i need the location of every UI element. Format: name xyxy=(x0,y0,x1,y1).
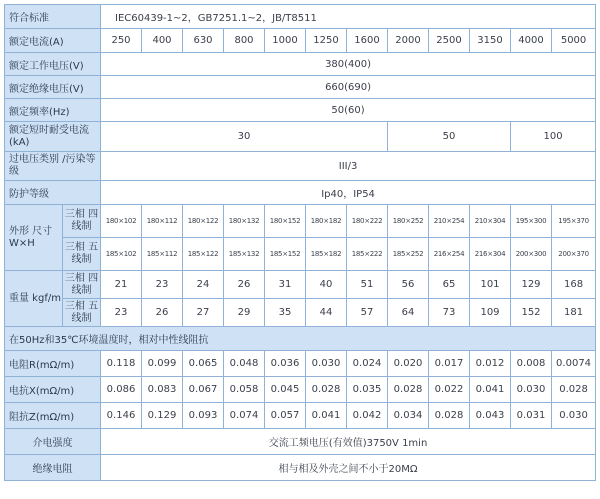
weight-cell: 40 xyxy=(306,271,347,299)
dimensions-four-wire-row xyxy=(5,205,596,238)
weight-cell: 181 xyxy=(552,299,596,327)
dimension-cell: 180×122 xyxy=(183,205,224,238)
dimension-cell: 185×182 xyxy=(306,238,347,271)
resistance-cell: 0.065 xyxy=(183,351,224,377)
weight-cell: 26 xyxy=(142,299,183,327)
short-time-current-cell: 100 xyxy=(511,122,596,152)
rated-current-cell: 250 xyxy=(101,29,142,53)
reactance-cell: 0.067 xyxy=(183,377,224,403)
protection-row xyxy=(5,181,596,205)
insulation-resistance-label: 绝缘电阻 xyxy=(5,455,101,481)
dimension-cell: 216×254 xyxy=(429,238,470,271)
impedance-cell: 0.043 xyxy=(470,403,511,429)
impedance-note: 在50Hz和35℃环境温度时，相对中性线阻抗 xyxy=(5,327,596,351)
dimension-cell: 216×304 xyxy=(470,238,511,271)
resistance-cell: 0.036 xyxy=(265,351,306,377)
rated-current-cell: 2000 xyxy=(388,29,429,53)
rated-current-cell: 4000 xyxy=(511,29,552,53)
protection-value: Ip40，IP54 xyxy=(101,181,596,205)
insulation-resistance-row xyxy=(5,455,596,481)
five-wire-label: 三相 五线制 xyxy=(63,238,101,271)
overvoltage-label: 过电压类别 /污染等级 xyxy=(5,152,101,181)
frequency-row xyxy=(5,99,596,122)
dimension-cell: 185×152 xyxy=(265,238,306,271)
dimensions-five-wire-row xyxy=(5,238,596,271)
impedance-cell: 0.074 xyxy=(224,403,265,429)
rated-current-cell: 800 xyxy=(224,29,265,53)
resistance-label: 电阻R(mΩ/m) xyxy=(5,351,101,377)
weight-cell: 129 xyxy=(511,271,552,299)
weight-four-wire-row xyxy=(5,271,596,299)
reactance-row xyxy=(5,377,596,403)
reactance-label: 电抗X(mΩ/m) xyxy=(5,377,101,403)
impedance-cell: 0.041 xyxy=(306,403,347,429)
rated-current-cell: 3150 xyxy=(470,29,511,53)
short-time-current-label: 额定短时耐受电流 (kA) xyxy=(5,122,101,152)
reactance-cell: 0.028 xyxy=(306,377,347,403)
weight-cell: 51 xyxy=(347,271,388,299)
impedance-cell: 0.129 xyxy=(142,403,183,429)
reactance-cell: 0.041 xyxy=(470,377,511,403)
rated-current-cell: 1000 xyxy=(265,29,306,53)
dimension-cell: 180×132 xyxy=(224,205,265,238)
weight-cell: 152 xyxy=(511,299,552,327)
dimension-cell: 180×112 xyxy=(142,205,183,238)
short-time-current-row xyxy=(5,122,596,152)
dielectric-row xyxy=(5,429,596,455)
rated-voltage-label: 额定工作电压(V) xyxy=(5,53,101,76)
weight-cell: 64 xyxy=(388,299,429,327)
reactance-cell: 0.022 xyxy=(429,377,470,403)
weight-label: 重量 kgf/m xyxy=(5,271,63,327)
impedance-cell: 0.031 xyxy=(511,403,552,429)
weight-cell: 57 xyxy=(347,299,388,327)
dimension-cell: 200×300 xyxy=(511,238,552,271)
frequency-label: 额定频率(Hz) xyxy=(5,99,101,122)
dimension-cell: 210×254 xyxy=(429,205,470,238)
protection-label: 防护等级 xyxy=(5,181,101,205)
impedance-note-row xyxy=(5,327,596,351)
weight-cell: 26 xyxy=(224,271,265,299)
weight-cell: 23 xyxy=(142,271,183,299)
impedance-label: 阻抗Z(mΩ/m) xyxy=(5,403,101,429)
spec-table xyxy=(4,4,596,481)
insulation-voltage-row xyxy=(5,76,596,99)
reactance-cell: 0.030 xyxy=(511,377,552,403)
weight-cell: 21 xyxy=(101,271,142,299)
reactance-cell: 0.083 xyxy=(142,377,183,403)
rated-voltage-value: 380(400) xyxy=(101,53,596,76)
weight-cell: 56 xyxy=(388,271,429,299)
frequency-value: 50(60) xyxy=(101,99,596,122)
dimension-cell: 185×112 xyxy=(142,238,183,271)
weight-cell: 29 xyxy=(224,299,265,327)
impedance-cell: 0.146 xyxy=(101,403,142,429)
reactance-cell: 0.028 xyxy=(388,377,429,403)
weight-cell: 109 xyxy=(470,299,511,327)
resistance-cell: 0.030 xyxy=(306,351,347,377)
resistance-cell: 0.012 xyxy=(470,351,511,377)
dielectric-label: 介电强度 xyxy=(5,429,101,455)
weight-cell: 27 xyxy=(183,299,224,327)
insulation-voltage-value: 660(690) xyxy=(101,76,596,99)
weight-cell: 23 xyxy=(101,299,142,327)
dimension-cell: 185×252 xyxy=(388,238,429,271)
rated-current-cell: 5000 xyxy=(552,29,596,53)
weight-cell: 168 xyxy=(552,271,596,299)
dimension-cell: 200×370 xyxy=(552,238,596,271)
insulation-voltage-label: 额定绝缘电压(V) xyxy=(5,76,101,99)
rated-current-label: 额定电流(A) xyxy=(5,29,101,53)
weight-cell: 73 xyxy=(429,299,470,327)
impedance-cell: 0.030 xyxy=(552,403,596,429)
reactance-cell: 0.035 xyxy=(347,377,388,403)
dimension-cell: 180×182 xyxy=(306,205,347,238)
dimension-cell: 195×370 xyxy=(552,205,596,238)
standard-label: 符合标准 xyxy=(5,5,101,29)
rated-current-cell: 1600 xyxy=(347,29,388,53)
weight-cell: 44 xyxy=(306,299,347,327)
rated-voltage-row xyxy=(5,53,596,76)
reactance-cell: 0.028 xyxy=(552,377,596,403)
resistance-cell: 0.017 xyxy=(429,351,470,377)
resistance-cell: 0.0074 xyxy=(552,351,596,377)
five-wire-label: 三相 五线制 xyxy=(63,299,101,327)
reactance-cell: 0.045 xyxy=(265,377,306,403)
weight-cell: 35 xyxy=(265,299,306,327)
rated-current-cell: 400 xyxy=(142,29,183,53)
resistance-cell: 0.048 xyxy=(224,351,265,377)
short-time-current-cell: 30 xyxy=(101,122,388,152)
reactance-cell: 0.086 xyxy=(101,377,142,403)
weight-cell: 65 xyxy=(429,271,470,299)
impedance-cell: 0.042 xyxy=(347,403,388,429)
dielectric-value: 交流工频电压(有效值)3750V 1min xyxy=(101,429,596,455)
resistance-cell: 0.118 xyxy=(101,351,142,377)
dimension-cell: 185×122 xyxy=(183,238,224,271)
weight-five-wire-row xyxy=(5,299,596,327)
dimensions-label: 外形 尺寸 W×H xyxy=(5,205,63,271)
dimension-cell: 210×304 xyxy=(470,205,511,238)
rated-current-cell: 2500 xyxy=(429,29,470,53)
dimension-cell: 185×222 xyxy=(347,238,388,271)
weight-cell: 24 xyxy=(183,271,224,299)
overvoltage-row xyxy=(5,152,596,181)
rated-current-cell: 1250 xyxy=(306,29,347,53)
reactance-cell: 0.058 xyxy=(224,377,265,403)
resistance-cell: 0.008 xyxy=(511,351,552,377)
dimension-cell: 185×132 xyxy=(224,238,265,271)
impedance-cell: 0.093 xyxy=(183,403,224,429)
resistance-cell: 0.024 xyxy=(347,351,388,377)
four-wire-label: 三相 四线制 xyxy=(63,271,101,299)
short-time-current-cell: 50 xyxy=(388,122,511,152)
standard-value: IEC60439-1~2，GB7251.1~2，JB/T8511 xyxy=(101,5,596,29)
insulation-resistance-value: 相与相及外壳之间不小于20MΩ xyxy=(101,455,596,481)
weight-cell: 31 xyxy=(265,271,306,299)
resistance-row xyxy=(5,351,596,377)
rated-current-cell: 630 xyxy=(183,29,224,53)
dimension-cell: 180×152 xyxy=(265,205,306,238)
impedance-cell: 0.034 xyxy=(388,403,429,429)
dimension-cell: 180×222 xyxy=(347,205,388,238)
impedance-row xyxy=(5,403,596,429)
four-wire-label: 三相 四线制 xyxy=(63,205,101,238)
resistance-cell: 0.099 xyxy=(142,351,183,377)
dimension-cell: 185×102 xyxy=(101,238,142,271)
dimension-cell: 195×300 xyxy=(511,205,552,238)
resistance-cell: 0.020 xyxy=(388,351,429,377)
rated-current-row xyxy=(5,29,596,53)
standard-row xyxy=(5,5,596,29)
dimension-cell: 180×252 xyxy=(388,205,429,238)
impedance-cell: 0.028 xyxy=(429,403,470,429)
dimension-cell: 180×102 xyxy=(101,205,142,238)
weight-cell: 101 xyxy=(470,271,511,299)
impedance-cell: 0.057 xyxy=(265,403,306,429)
overvoltage-value: III/3 xyxy=(101,152,596,181)
